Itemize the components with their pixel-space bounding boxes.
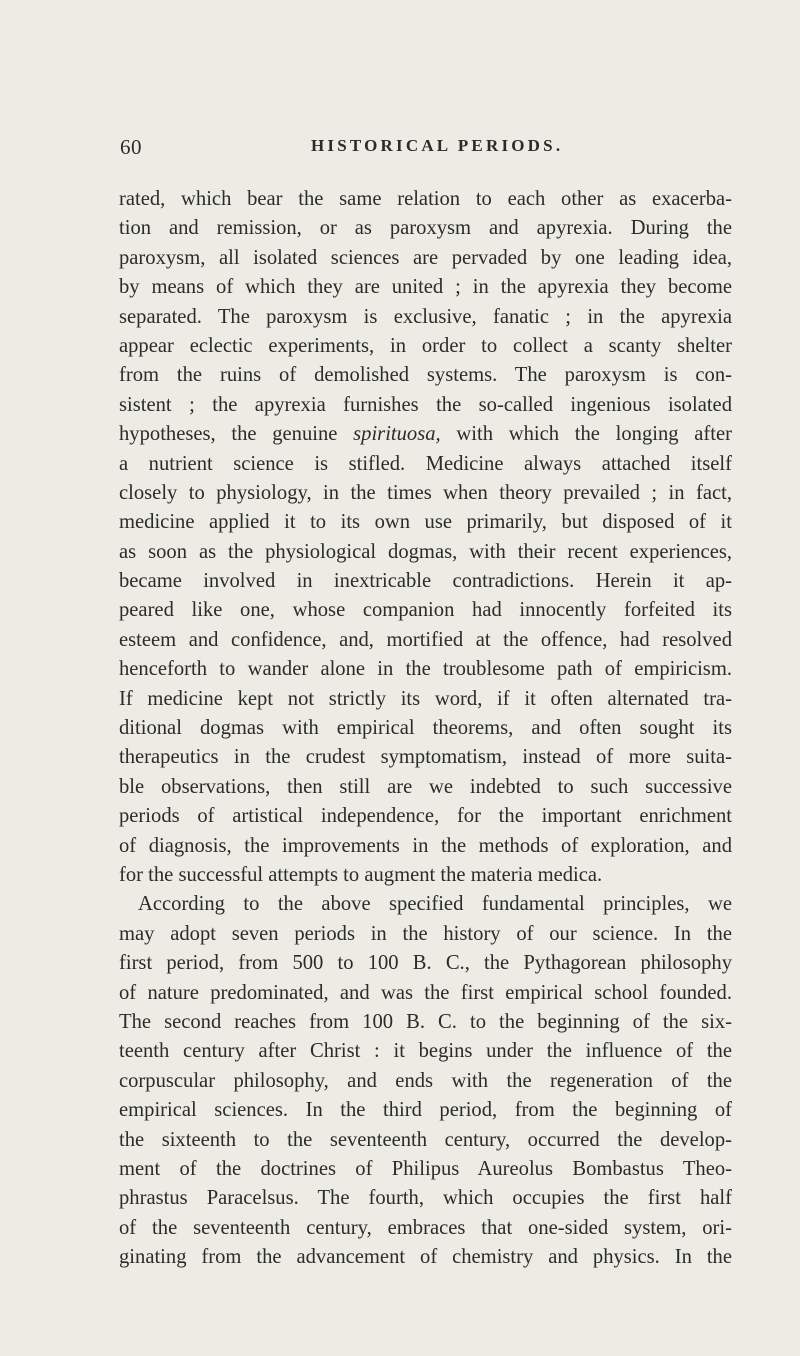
- text-line: empirical sciences. In the third period, from the beginning of: [119, 1099, 732, 1122]
- text-segment: with which the longing after: [440, 423, 732, 446]
- text-line: closely to physiology, in the times when theory prevailed ; in fact,: [119, 481, 732, 504]
- text-line: If medicine kept not strictly its word, if it often alternated tra-: [119, 687, 732, 710]
- text-line: paroxysm, all isolated sciences are pervaded by one leading idea,: [119, 246, 732, 269]
- text-line: from the ruins of demolished systems. The paroxysm is con-: [119, 364, 732, 387]
- text-line: phrastus Paracelsus. The fourth, which occupies the first half: [119, 1187, 732, 1210]
- text-line: as soon as the physiological dogmas, with their recent experiences,: [119, 540, 732, 563]
- text-line: henceforth to wander alone in the troublesome path of empiricism.: [119, 658, 732, 681]
- text-line: for the successful attempts to augment the materia medica.: [119, 863, 603, 886]
- text-line: became involved in inextricable contradictions. Herein it ap-: [119, 570, 732, 593]
- text-line: first period, from 500 to 100 B. C., the Pythagorean philosophy: [119, 952, 732, 975]
- page-number: 60: [120, 135, 142, 159]
- text-line: the sixteenth to the seventeenth century, occurred the develop-: [119, 1128, 732, 1151]
- text-line: appear eclectic experiments, in order to collect a scanty shelter: [119, 334, 732, 357]
- text-line: corpuscular philosophy, and ends with the regeneration of the: [119, 1069, 732, 1092]
- running-head: HISTORICAL PERIODS.: [311, 136, 564, 155]
- text-line: peared like one, whose companion had innocently forfeited its: [119, 599, 732, 622]
- text-line: rated, which bear the same relation to each other as exacerba-: [119, 188, 732, 210]
- text-line: by means of which they are united ; in the apyrexia they become: [119, 276, 732, 299]
- text-line: ment of the doctrines of Philipus Aureolus Bombastus Theo-: [119, 1157, 732, 1180]
- text-line: a nutrient science is stifled. Medicine always attached itself: [119, 452, 732, 475]
- text-line: of the seventeenth century, embraces that one-sided system, ori-: [119, 1216, 732, 1239]
- text-line: medicine applied it to its own use primarily, but disposed of it: [119, 511, 732, 534]
- italic-term: spirituosa,: [353, 423, 441, 446]
- text-line: teenth century after Christ : it begins under the influence of the: [119, 1040, 732, 1063]
- text-line: ginating from the advancement of chemistry and physics. In the: [119, 1246, 732, 1269]
- text-line: [119, 420, 732, 449]
- text-line: of nature predominated, and was the first empirical school founded.: [119, 981, 732, 1004]
- text-line: tion and remission, or as paroxysm and apyrexia. During the: [119, 217, 732, 240]
- body-text: [119, 185, 732, 1272]
- text-line: ditional dogmas with empirical theorems, and often sought its: [119, 717, 732, 740]
- text-line: According to the above specified fundamental principles, we: [138, 893, 732, 916]
- text-segment: hypotheses, the genuine: [119, 423, 354, 446]
- text-line: ble observations, then still are we indebted to such successive: [119, 775, 732, 798]
- text-line: may adopt seven periods in the history of our science. In the: [119, 922, 732, 945]
- text-line: sistent ; the apyrexia furnishes the so-called ingenious isolated: [119, 393, 732, 416]
- text-line: therapeutics in the crudest symptomatism, instead of more suita-: [119, 746, 732, 769]
- text-line: separated. The paroxysm is exclusive, fanatic ; in the apyrexia: [119, 305, 732, 328]
- text-line: esteem and confidence, and, mortified at the offence, had resolved: [119, 628, 732, 651]
- text-line: of diagnosis, the improvements in the methods of exploration, and: [119, 834, 732, 857]
- page-header: [120, 135, 720, 165]
- text-line: periods of artistical independence, for the important enrichment: [119, 805, 732, 828]
- text-line: The second reaches from 100 B. C. to the beginning of the six-: [119, 1010, 732, 1033]
